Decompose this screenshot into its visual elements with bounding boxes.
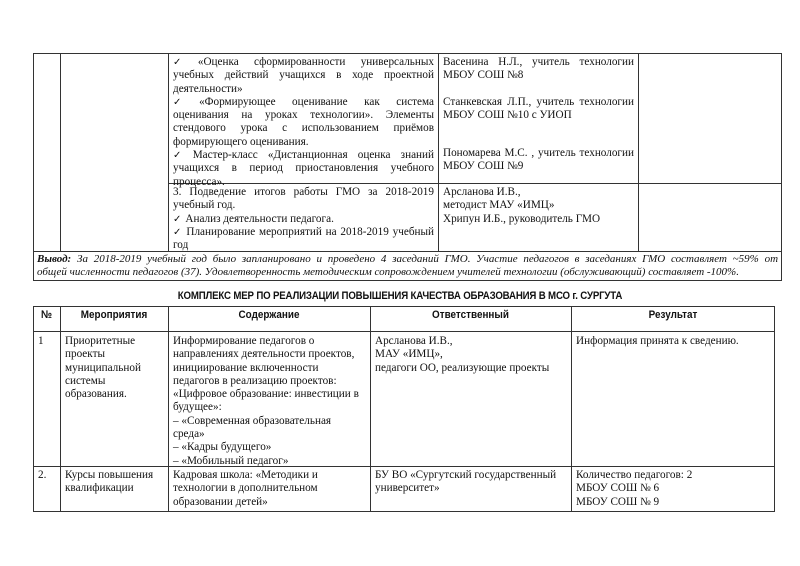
- row-2-content: Кадровая школа: «Методики и технологии в дополнительном образовании детей»: [173, 469, 318, 508]
- row2-heading: 3. Подведение итогов работы ГМО за 2018-2019 учебный год.: [173, 186, 434, 212]
- header-num: №: [40, 309, 53, 321]
- header-content: Содержание: [238, 309, 300, 321]
- header-event: Мероприятия: [80, 309, 148, 321]
- summary-text-1: За 2018-2019 учебный год было запланировано и проведено 4 заседаний ГМО. Участие педагогов в заседаниях ГМО составляет ~59% от: [77, 253, 779, 265]
- row-2-responsible: БУ ВО «Сургутский государственный университет»: [375, 469, 557, 495]
- responsible-line: Арсланова И.В.,: [443, 186, 521, 198]
- row1-result-cell: [639, 55, 781, 57]
- responsible-line: методист МАУ «ИМЦ»: [443, 199, 555, 212]
- check-item: ✓ Анализ деятельности педагога.: [173, 213, 434, 226]
- row-1-num: 1: [38, 335, 44, 347]
- summary-label: Вывод:: [37, 253, 72, 265]
- row-1-result: Информация принята к сведению.: [576, 335, 739, 347]
- responsible-line: Хрипун И.Б., руководитель ГМО: [443, 212, 601, 225]
- check-item: ✓ Планирование мероприятий на 2018-2019 учебный год: [173, 226, 434, 253]
- row-2-num: 2.: [38, 469, 47, 481]
- responsible-entry: Васенина Н.Л., учитель технологии МБОУ СОШ №8: [443, 56, 634, 82]
- row-2-event: Курсы повышения квалификации: [65, 469, 154, 495]
- divider: [638, 53, 639, 251]
- header-responsible: Ответственный: [432, 309, 509, 321]
- divider: [60, 53, 61, 251]
- row2-result-cell: [639, 185, 781, 187]
- check-item: ✓ Мастер-класс «Дистанционная оценка знаний учащихся в период приостановления учебного процесса».: [173, 149, 434, 189]
- responsible-entry: Пономарева М.С. , учитель технологии МБОУ СОШ №9: [443, 147, 634, 173]
- row-1-event: Приоритетные проекты муниципальной системы образования.: [65, 335, 141, 401]
- header-result: Результат: [648, 309, 698, 321]
- row-2-result: Количество педагогов: 2 МБОУ СОШ № 6 МБОУ СОШ № 9: [576, 469, 693, 508]
- summary-cell: [34, 252, 781, 281]
- section-title: КОМПЛЕКС МЕР ПО РЕАЛИЗАЦИИ ПОВЫШЕНИЯ КАЧЕСТВА ОБРАЗОВАНИЯ В МСО г. СУРГУТА: [177, 290, 623, 302]
- responsible-entry: Станкевская Л.П., учитель технологии МБОУ СОШ №10 с УИОП: [443, 95, 634, 121]
- row-1-content: Информирование педагогов о направлениях деятельности проектов, инициирование включенности педагогов в реализацию проектов: «Цифровое образование: инвестиции в будущее»: – «Современная образовательная среда» – «Кадры будущего» – «Мобильный педагог»: [173, 335, 359, 467]
- row1-responsible-cell: [439, 55, 638, 175]
- row1-content-cell: [169, 55, 438, 190]
- row2-content-cell: [169, 185, 438, 253]
- summary-text-2: общей численности педагогов (37). Удовлетворенность методическим сопровождением учителей технологии (обслуживающий) составляет -100%.: [37, 266, 739, 279]
- row2-responsible-cell: [439, 185, 638, 227]
- row-1-responsible: Арсланова И.В., МАУ «ИМЦ», педагоги ОО, реализующие проекты: [375, 335, 550, 374]
- divider: [33, 466, 775, 467]
- check-item: ✓ «Формирующее оценивание как система оценивания на уроках технологии». Элементы стендового урока с использованием приёмов формирующего оценивания.: [173, 96, 434, 149]
- divider: [33, 331, 775, 332]
- check-item: ✓ «Оценка сформированности универсальных учебных действий учащихся в ходе проектной деятельности»: [173, 56, 434, 96]
